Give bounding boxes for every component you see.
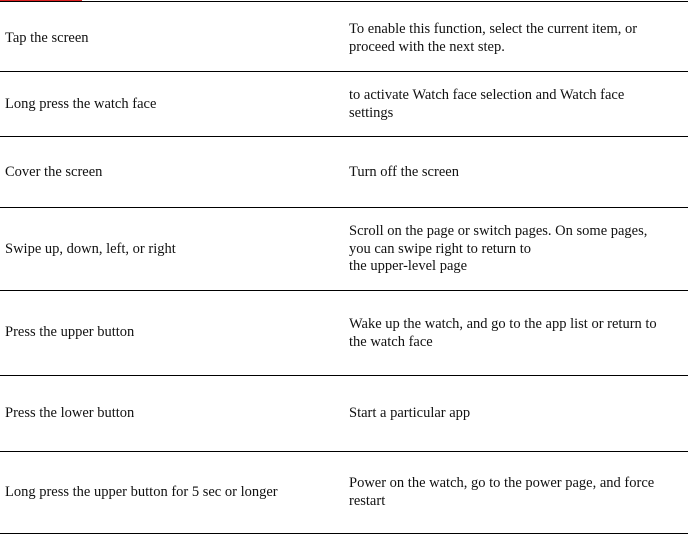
result-cell: to activate Watch face selection and Watch face settings	[349, 87, 625, 121]
action-cell: Long press the upper button for 5 sec or longer	[5, 484, 278, 500]
table-row	[0, 2, 688, 72]
result-cell: Power on the watch, go to the power page, and force restart	[349, 475, 655, 509]
table-row	[0, 72, 688, 137]
result-cell: Wake up the watch, and go to the app list or return to the watch face	[349, 316, 657, 350]
table-row	[0, 137, 688, 208]
result-cell: Start a particular app	[349, 405, 471, 421]
action-cell: Long press the watch face	[5, 96, 157, 112]
table-row	[0, 452, 688, 534]
result-cell: To enable this function, select the current item, or proceed with the next step.	[349, 21, 638, 55]
action-cell: Press the lower button	[5, 405, 135, 421]
action-cell: Swipe up, down, left, or right	[5, 241, 176, 257]
result-cell: Scroll on the page or switch pages. On some pages, you can swipe right to return to the upper-level page	[349, 223, 648, 274]
action-cell: Press the upper button	[5, 324, 135, 340]
table-row	[0, 376, 688, 452]
table-row	[0, 291, 688, 376]
action-cell: Cover the screen	[5, 164, 103, 180]
action-cell: Tap the screen	[5, 30, 89, 46]
table-row	[0, 208, 688, 291]
result-cell: Turn off the screen	[349, 164, 459, 180]
